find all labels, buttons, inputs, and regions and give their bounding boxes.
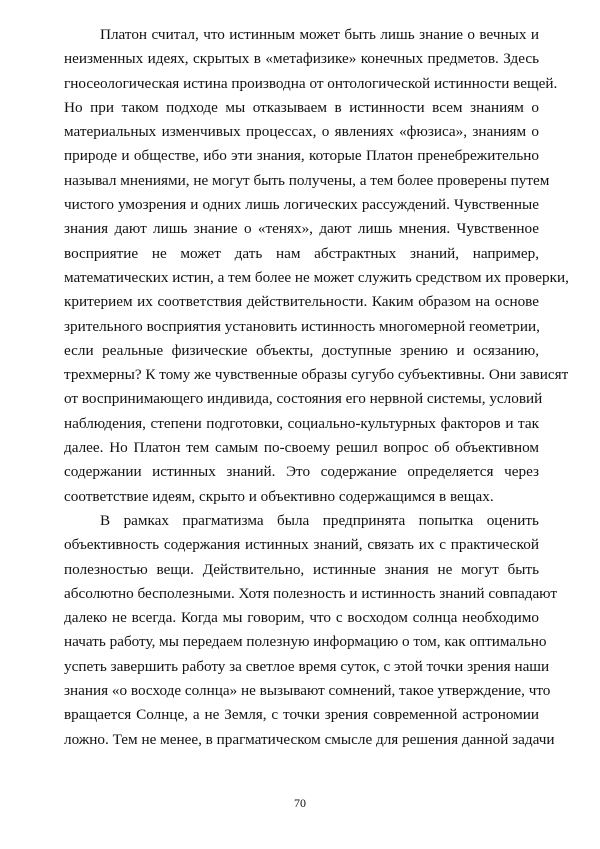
text-line: начать работу, мы передаем полезную информацию о том, как оптимально xyxy=(64,633,547,651)
text-line: далеко не всегда. Когда мы говорим, что с восходом солнца необходимо xyxy=(64,609,539,627)
text-line: зрительного восприятия установить истинность многомерной геометрии, xyxy=(64,317,540,335)
paragraph-2 xyxy=(64,509,557,752)
text-line: содержании истинных знаний. Это содержание определяется через xyxy=(64,463,539,481)
text-line: неизменных идеях, скрытых в «метафизике» конечных предметов. Здесь xyxy=(64,50,539,68)
text-line: вращается Солнце, а не Земля, с точки зрения современной астрономии xyxy=(64,706,539,724)
text-line: полезностью вещи. Действительно, истинные знания не могут быть xyxy=(64,560,539,578)
text-line: Платон считал, что истинным может быть лишь знание о вечных и xyxy=(100,26,539,43)
text-line: наблюдения, степени подготовки, социально-культурных факторов и так xyxy=(64,414,539,432)
text-line: далее. Но Платон тем самым по-своему решил вопрос об объективном xyxy=(64,439,539,457)
text-line: чистого умозрения и одних лишь логических рассуждений. Чувственные xyxy=(64,196,539,214)
text-line: материальных изменчивых процессах, о явлениях «фюзиса», знаниям о xyxy=(64,123,539,141)
text-line: успеть завершить работу за светлое время суток, с этой точки зрения наши xyxy=(64,657,550,675)
text-line: трехмерны? К тому же чувственные образы сугубо субъективны. Они зависят xyxy=(64,366,569,384)
text-line: математических истин, а тем более не может служить средством их проверки, xyxy=(64,268,569,286)
text-line: если реальные физические объекты, доступные зрению и осязанию, xyxy=(64,341,539,359)
text-line: В рамках прагматизма была предпринята попытка оценить xyxy=(100,511,539,529)
text-line: объективность содержания истинных знаний, связать их с практической xyxy=(64,536,539,554)
text-line: от воспринимающего индивида, состояния его нервной системы, условий xyxy=(64,390,543,408)
text-line: восприятие не может дать нам абстрактных знаний, например, xyxy=(64,244,539,262)
text-line: называл мнениями, не могут быть получены, а тем более проверены путем xyxy=(64,171,550,189)
text-line: знания «о восходе солнца» не вызывают сомнений, такое утверждение, что xyxy=(64,682,551,700)
text-line: критерием их соответствия действительности. Каким образом на основе xyxy=(64,293,539,311)
paragraph-1 xyxy=(64,23,569,509)
text-line: абсолютно бесполезными. Хотя полезность и истинность знаний совпадают xyxy=(64,584,557,602)
text-line: соответствие идеям, скрыто и объективно содержащимся в вещах. xyxy=(64,487,494,505)
body-text xyxy=(64,23,569,752)
text-line: ложно. Тем не менее, в прагматическом смысле для решения данной задачи xyxy=(64,730,555,748)
text-line: Но при таком подходе мы отказываем в истинности всем знаниям о xyxy=(64,98,539,116)
text-line: знания дают лишь знание о «тенях», дают лишь мнения. Чувственное xyxy=(64,220,539,238)
page-number: 70 xyxy=(294,796,306,810)
text-line: гносеологическая истина производна от онтологической истинности вещей. xyxy=(64,74,558,92)
text-line: природе и обществе, ибо эти знания, которые Платон пренебрежительно xyxy=(64,147,539,165)
